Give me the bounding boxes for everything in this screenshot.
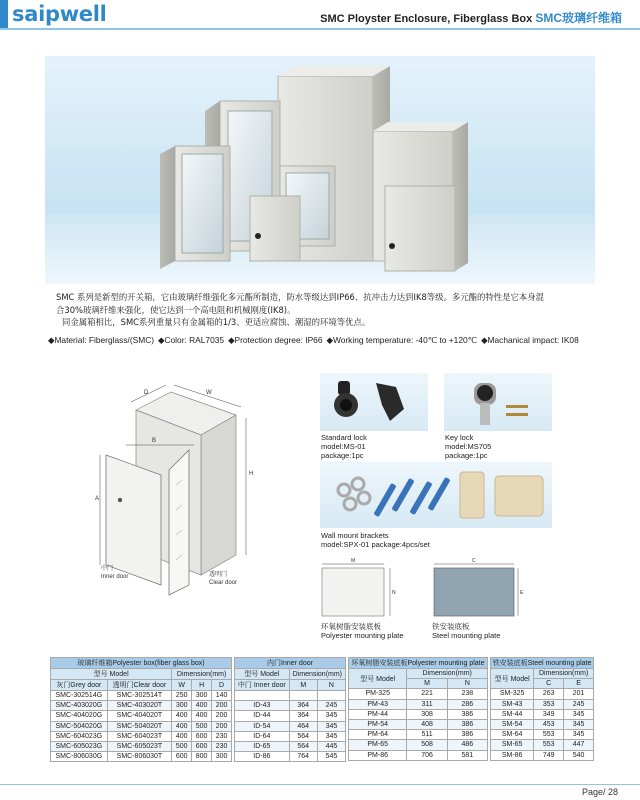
table-row (51, 752, 232, 762)
steel-plate-table-title: 铁安装底板Steel mounting plate (491, 658, 594, 669)
dim-h-label: H (249, 471, 254, 477)
table-cell: 300 (212, 752, 232, 762)
steel-plate-drawing (428, 556, 528, 620)
table-row (235, 752, 346, 762)
table-cell: 200 (212, 721, 232, 731)
table-cell: 408 (407, 719, 447, 729)
standard-lock-name: Standard lock (321, 433, 367, 442)
table-cell: 400 (172, 721, 192, 731)
table-cell: SMC-404020G (51, 711, 108, 721)
table-cell: 600 (192, 741, 212, 751)
table-row (491, 740, 594, 750)
spec-protection: ◆Protection degree: IP66 (228, 335, 323, 345)
clear-door-shape (169, 450, 189, 595)
grey-door-column: 灰门Grey door (51, 680, 108, 691)
spec-material: ◆Material: Fiberglass/(SMC) (48, 335, 155, 345)
dim-b-label: B (152, 438, 157, 444)
polyester-box-dimension-header: Dimension(mm) (172, 669, 232, 680)
key-lock-name: Key lock (445, 433, 474, 442)
page-title-cn: SMC玻璃纤维箱 (535, 11, 622, 25)
table-row (235, 701, 346, 711)
table-cell: SMC-302514T (107, 691, 172, 701)
inner-door-table (234, 657, 346, 762)
table-cell: PM-43 (349, 699, 407, 709)
table-cell: PM-325 (349, 689, 407, 699)
page-title-en: SMC Ployster Enclosure, Fiberglass Box (320, 13, 536, 25)
polyester-box-table (50, 657, 232, 762)
poly-plate-m-label: M (351, 558, 356, 564)
table-cell: 300 (192, 691, 212, 701)
table-row (51, 701, 232, 711)
table-cell: 400 (172, 711, 192, 721)
table-cell: 300 (172, 701, 192, 711)
key-lock-caption (445, 433, 491, 460)
table-cell: 400 (172, 731, 192, 741)
description-line-1: SMC 系列是新型的开关箱，它由玻璃纤维强化多元酯所制造，防水等级达到IP66、抗冲击力达到IK8等级。多元酯的特性是它本身混 (56, 292, 545, 302)
standard-lock-icon (320, 373, 428, 431)
table-cell: ID-44 (235, 711, 290, 721)
table-cell: 349 (534, 709, 564, 719)
table-cell: 345 (317, 711, 345, 721)
table-cell: 230 (212, 731, 232, 741)
dim-w-label: W (206, 390, 212, 396)
poly-n-column: N (447, 679, 487, 689)
wall-brackets-caption (321, 531, 430, 549)
d-column: D (212, 680, 232, 691)
table-cell: PM-65 (349, 740, 407, 750)
table-cell (317, 691, 345, 701)
standard-lock-package: package:1pc (321, 451, 364, 460)
key-lock-icon (444, 373, 552, 431)
table-row (51, 731, 232, 741)
table-cell: 311 (407, 699, 447, 709)
table-row (51, 711, 232, 721)
table-cell: 386 (447, 709, 487, 719)
table-row (51, 691, 232, 701)
table-cell: 600 (192, 731, 212, 741)
standard-lock-model: model:MS-01 (321, 442, 366, 451)
table-cell: 400 (192, 711, 212, 721)
table-row (491, 719, 594, 729)
table-cell: 564 (289, 741, 317, 751)
table-row (349, 689, 488, 699)
table-cell: ID-43 (235, 701, 290, 711)
table-cell: 345 (564, 719, 594, 729)
polyester-plate-dimension-header: Dimension(mm) (407, 669, 488, 679)
table-row (235, 691, 346, 701)
table-row (235, 741, 346, 751)
poly-plate-n-label: N (392, 590, 396, 596)
table-cell: 540 (564, 750, 594, 760)
polyester-plate-caption (321, 622, 404, 640)
table-cell: SMC-806030G (51, 752, 108, 762)
description-line-3: 同金属箱相比，SMC系列重量只有金属箱的1/3、更适应腐蚀、潮湿的环境等优点。 (62, 317, 371, 327)
inner-door-label: Inner door (101, 574, 129, 580)
table-cell: SM-64 (491, 730, 534, 740)
table-cell: 221 (407, 689, 447, 699)
table-cell: 508 (407, 740, 447, 750)
steel-plate-model-header: 型号 Model (491, 669, 534, 689)
table-cell: SMC-404020T (107, 711, 172, 721)
table-cell: PM-86 (349, 750, 407, 760)
inner-door-label-cn: 中门 (101, 566, 114, 572)
table-cell: SMC-604023T (107, 731, 172, 741)
table-row (349, 740, 488, 750)
table-cell: SMC-806030T (107, 752, 172, 762)
table-cell: 581 (447, 750, 487, 760)
polyester-box-model-header: 型号 Model (51, 669, 172, 680)
table-cell: 245 (317, 701, 345, 711)
table-cell: ID-86 (235, 752, 290, 762)
steel-plate-c-label: C (472, 558, 476, 564)
product-photo (45, 56, 595, 284)
table-cell: SMC-403020G (51, 701, 108, 711)
polyester-plate-model-header: 型号 Model (349, 669, 407, 689)
inner-door-shape (106, 455, 161, 585)
table-row (51, 741, 232, 751)
dimension-diagram (86, 380, 256, 600)
table-cell: SMC-504020G (51, 721, 108, 731)
steel-plate-e-label: E (520, 590, 524, 596)
table-row (491, 699, 594, 709)
wall-bracket-icon (320, 462, 552, 528)
table-cell (235, 691, 290, 701)
table-cell: ID-54 (235, 721, 290, 731)
table-cell: 238 (447, 689, 487, 699)
table-cell: ID-64 (235, 731, 290, 741)
table-cell: 764 (289, 752, 317, 762)
table-cell: 447 (564, 740, 594, 750)
table-cell: 230 (212, 741, 232, 751)
footer-divider (0, 784, 640, 785)
standard-lock-photo (320, 373, 428, 431)
wall-brackets-model: model:SPX-01 package:4pcs/set (321, 540, 430, 549)
table-row (235, 721, 346, 731)
inner-door-table-title: 内门Inner door (235, 658, 346, 669)
polyester-plate-table (348, 657, 488, 761)
product-description (56, 291, 626, 329)
table-cell: 486 (447, 740, 487, 750)
table-row (349, 719, 488, 729)
page-title (320, 9, 622, 26)
table-row (349, 699, 488, 709)
table-cell: 564 (289, 731, 317, 741)
table-cell: 511 (407, 730, 447, 740)
steel-e-column: E (564, 679, 594, 689)
table-cell: 500 (172, 741, 192, 751)
table-cell: 345 (564, 730, 594, 740)
table-cell: SMC-604023G (51, 731, 108, 741)
table-cell: 706 (407, 750, 447, 760)
polyester-plate-table-title: 环氧树脂安装底板Polyester mounting plate (349, 658, 488, 669)
spec-impact: ◆Machanical impact: IK08 (481, 335, 579, 345)
standard-lock-caption (321, 433, 367, 460)
key-lock-photo (444, 373, 552, 431)
table-cell: 400 (192, 701, 212, 711)
table-cell: 445 (317, 741, 345, 751)
table-cell: SMC-302514G (51, 691, 108, 701)
table-cell: SM-86 (491, 750, 534, 760)
dim-d-label: D (144, 390, 149, 396)
table-cell: 749 (534, 750, 564, 760)
table-cell: 545 (317, 752, 345, 762)
table-row (491, 730, 594, 740)
spec-list (48, 335, 638, 345)
table-cell: SM-325 (491, 689, 534, 699)
table-cell: 345 (564, 709, 594, 719)
table-cell: SM-44 (491, 709, 534, 719)
h-column: H (192, 680, 212, 691)
key-lock-model: model:MS705 (445, 442, 492, 451)
inner-door-model-header: 型号 Model (235, 669, 290, 680)
table-row (491, 709, 594, 719)
key-lock-package: package:1pc (445, 451, 488, 460)
table-cell: 200 (212, 711, 232, 721)
page-number: Page/ 28 (581, 787, 618, 797)
steel-c-column: C (534, 679, 564, 689)
table-cell: 250 (172, 691, 192, 701)
table-row (235, 731, 346, 741)
table-cell: ID-65 (235, 741, 290, 751)
table-cell: 364 (289, 701, 317, 711)
table-cell: SMC-403020T (107, 701, 172, 711)
table-cell: 345 (317, 721, 345, 731)
table-cell: 200 (212, 701, 232, 711)
header-divider (0, 28, 640, 30)
table-cell: 464 (289, 721, 317, 731)
inner-n-column: N (317, 680, 345, 691)
wall-brackets-name: Wall mount brackets (321, 531, 389, 540)
table-cell: SMC-504020T (107, 721, 172, 731)
inner-door-dimension-header: Dimension(mm) (289, 669, 345, 680)
polyester-plate-drawing (318, 556, 398, 620)
table-cell: 800 (192, 752, 212, 762)
w-column: W (172, 680, 192, 691)
poly-m-column: M (407, 679, 447, 689)
table-row (491, 689, 594, 699)
spec-temperature: ◆Working temperature: -40℃ to +120℃ (326, 335, 478, 345)
header-accent-bar (0, 0, 8, 30)
table-cell: 353 (534, 699, 564, 709)
steel-plate-name-cn: 铁安装底板 (432, 622, 470, 631)
table-cell: 263 (534, 689, 564, 699)
clear-door-column: 透明门Clear door (107, 680, 172, 691)
table-row (491, 750, 594, 760)
table-cell: SMC-605023G (51, 741, 108, 751)
dim-a-label: A (95, 496, 100, 502)
table-cell: 308 (407, 709, 447, 719)
table-row (349, 750, 488, 760)
table-cell: 201 (564, 689, 594, 699)
table-cell: 453 (534, 719, 564, 729)
table-cell: 386 (447, 730, 487, 740)
table-cell: PM-54 (349, 719, 407, 729)
description-line-2: 合30%玻璃纤维来强化，使它达到一个高电阻和机械刚度(IK8)。 (56, 304, 296, 315)
table-row (51, 721, 232, 731)
table-cell: 364 (289, 711, 317, 721)
polyester-plate-name-cn: 环氧树脂安装底板 (321, 622, 381, 631)
steel-plate-dimension-header: Dimension(mm) (534, 669, 594, 679)
table-cell: 286 (447, 699, 487, 709)
table-row (235, 711, 346, 721)
brand-logo: saipwell (12, 2, 107, 26)
table-cell: SMC-605023T (107, 741, 172, 751)
steel-plate-name: Steel mounting plate (432, 631, 501, 640)
clear-door-label: Clear door (209, 580, 238, 586)
table-cell: SM-65 (491, 740, 534, 750)
steel-plate-caption (432, 622, 500, 640)
table-row (349, 730, 488, 740)
wall-brackets-photo (320, 462, 552, 528)
table-cell: 553 (534, 730, 564, 740)
table-cell: 386 (447, 719, 487, 729)
table-cell: 500 (192, 721, 212, 731)
table-cell: 553 (534, 740, 564, 750)
inner-m-column: M (289, 680, 317, 691)
table-cell: 345 (317, 731, 345, 741)
table-row (349, 709, 488, 719)
table-cell: PM-64 (349, 730, 407, 740)
inner-door-column: 中门 Inner door (235, 680, 290, 691)
spec-color: ◆Color: RAL7035 (158, 335, 225, 345)
enclosures-illustration (45, 56, 595, 284)
polyester-plate-name: Polyester mounting plate (321, 631, 404, 640)
polyester-box-table-title: 玻璃纤维箱Polyester box(fiber glass box) (51, 658, 232, 669)
table-cell: 600 (172, 752, 192, 762)
table-cell (289, 691, 317, 701)
clear-door-label-cn: 透明门 (209, 572, 228, 578)
table-cell: SM-54 (491, 719, 534, 729)
table-cell: PM-44 (349, 709, 407, 719)
steel-plate-table (490, 657, 594, 761)
table-cell: SM-43 (491, 699, 534, 709)
table-cell: 245 (564, 699, 594, 709)
table-cell: 140 (212, 691, 232, 701)
